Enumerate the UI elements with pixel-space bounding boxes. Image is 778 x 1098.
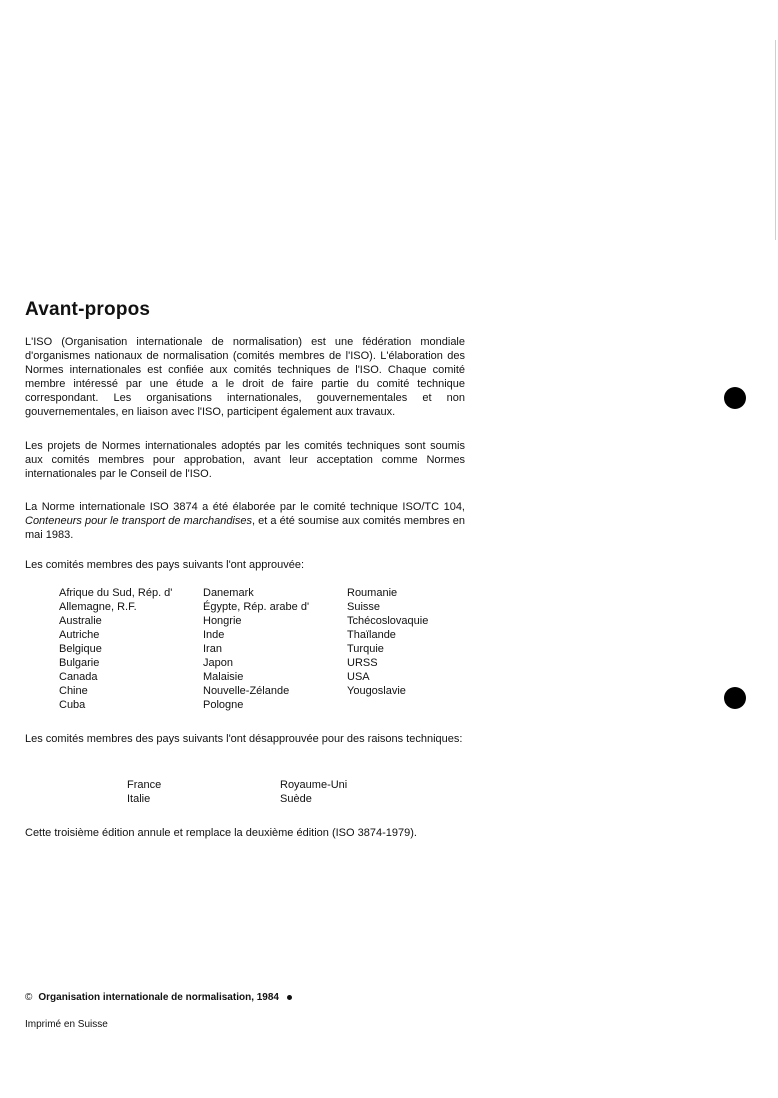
committee-title: Conteneurs pour le transport de marchandises [25, 515, 252, 527]
country-item: USA [347, 671, 370, 683]
bullet-dot-icon [287, 995, 292, 1000]
copyright-line [25, 992, 292, 1003]
country-item: Cuba [59, 699, 86, 711]
copyright-organisation: Organisation internationale de normalisation, 1984 [38, 992, 279, 1003]
intro-paragraph [25, 335, 465, 419]
edition-note: Cette troisième édition annule et remplace la deuxième édition (ISO 3874-1979). [25, 827, 417, 839]
disapproved-countries-col-2 [280, 778, 347, 806]
intro-paragraph-rest: d'organismes nationaux de normalisation (comités membres de l'ISO). L'élaboration des Normes internationales est confiée aux comités techniques de l'ISO. Chaque comité membre intéressé par une étude a le droit de faire partie du comité technique correspondant. Les organisations internationales, gouvernementales et non gouvernementales, en liaison avec l'ISO, participent également aux travaux. [25, 350, 465, 418]
country-item: Afrique du Sud, Rép. d' [59, 587, 173, 599]
disapproved-intro: Les comités membres des pays suivants l'ont désapprouvée pour des raisons techniques: [25, 733, 463, 745]
country-item: Chine [59, 685, 88, 697]
country-item: Thaïlande [347, 629, 396, 641]
country-item: Yougoslavie [347, 685, 406, 697]
registration-mark-icon [724, 387, 746, 409]
standard-origin-end: , et a été soumise aux comités membres en mai 1983. [25, 515, 465, 541]
approved-countries-col-3 [347, 586, 428, 698]
country-item: Autriche [59, 629, 100, 641]
standard-origin-paragraph [25, 500, 465, 542]
country-item: Roumanie [347, 587, 398, 599]
approved-countries-col-2 [203, 586, 309, 712]
country-item: Tchécoslovaquie [347, 615, 429, 627]
country-item: Japon [203, 657, 233, 669]
country-item: Belgique [59, 643, 102, 655]
country-item: Suède [280, 793, 312, 805]
approved-intro: Les comités membres des pays suivants l'ont approuvée: [25, 559, 305, 571]
approved-countries-col-1 [59, 586, 172, 712]
country-item: Nouvelle-Zélande [203, 685, 290, 697]
country-item: Égypte, Rép. arabe d' [203, 601, 310, 613]
country-item: Malaisie [203, 671, 244, 683]
approval-process-paragraph: Les projets de Normes internationales adoptés par les comités techniques sont soumis aux comités membres pour approbation, avant leur acceptation comme Normes internationales par le Conseil de l'ISO. [25, 440, 465, 480]
country-item: Bulgarie [59, 657, 100, 669]
country-item: Canada [59, 671, 98, 683]
country-item: Hongrie [203, 615, 242, 627]
country-item: Italie [127, 793, 151, 805]
scan-edge-line [775, 40, 776, 240]
country-item: Australie [59, 615, 102, 627]
country-item: Danemark [203, 587, 254, 599]
printed-in-note: Imprimé en Suisse [25, 1019, 108, 1030]
page-title: Avant-propos [25, 299, 151, 320]
intro-paragraph-start: L'ISO (Organisation internationale de normalisation) est une fédération mondiale [25, 336, 465, 348]
country-item: Allemagne, R.F. [59, 601, 137, 613]
registration-mark-icon [724, 687, 746, 709]
country-item: URSS [347, 657, 378, 669]
country-item: Pologne [203, 699, 244, 711]
country-item: Inde [203, 629, 225, 641]
country-item: Suisse [347, 601, 381, 613]
country-item: France [127, 779, 162, 791]
country-item: Iran [203, 643, 222, 655]
standard-origin-start: La Norme internationale ISO 3874 a été élaborée par le comité technique ISO/TC 104, [25, 501, 465, 513]
disapproved-countries-col-1 [127, 778, 161, 806]
country-item: Royaume-Uni [280, 779, 348, 791]
country-item: Turquie [347, 643, 384, 655]
copyright-icon: © [25, 992, 33, 1003]
